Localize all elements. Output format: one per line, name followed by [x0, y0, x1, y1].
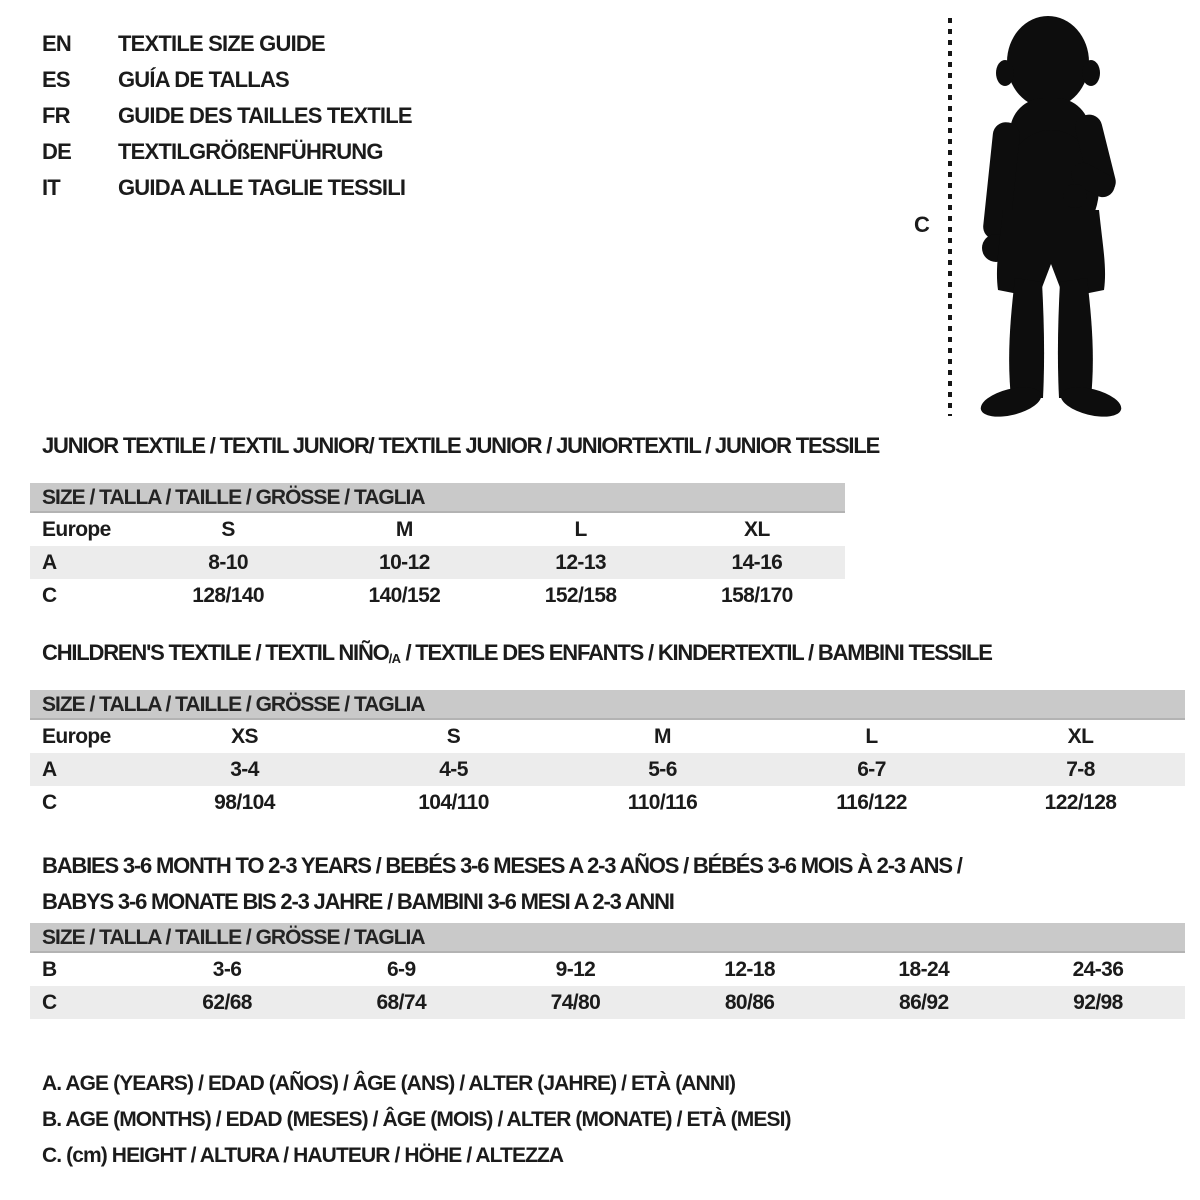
age-cell: 4-5: [439, 758, 468, 781]
size-cell: XL: [1067, 725, 1094, 748]
children-row-age: [30, 753, 1185, 786]
months-cell: 18-24: [898, 958, 950, 981]
guide-title-es: GUÍA DE TALLAS: [118, 67, 289, 92]
junior-row-height: [30, 579, 845, 612]
height-cell: 92/98: [1073, 991, 1123, 1014]
language-code: FR: [42, 103, 70, 128]
height-cell: 128/140: [192, 584, 264, 607]
children-row-height: [30, 786, 1185, 819]
size-cell: XL: [744, 518, 770, 541]
language-row-de: [42, 134, 412, 170]
junior-section-title: JUNIOR TEXTILE / TEXTIL JUNIOR/ TEXTILE JUNIOR / JUNIORTEXTIL / JUNIOR TESSILE: [42, 433, 880, 458]
size-cell: XS: [231, 725, 258, 748]
language-row-es: [42, 62, 412, 98]
children-row-europe: [30, 720, 1185, 753]
row-label: Europe: [42, 518, 111, 541]
children-section-title: [42, 641, 992, 671]
language-code: EN: [42, 31, 71, 56]
legend-age-years: A. AGE (YEARS) / EDAD (AÑOS) / ÂGE (ANS) / ALTER (JAHRE) / ETÀ (ANNI): [42, 1072, 736, 1095]
row-label: B: [42, 958, 57, 981]
age-cell: 6-7: [857, 758, 886, 781]
babies-row-height: [30, 986, 1185, 1019]
children-size-table: [30, 690, 1185, 819]
size-cell: S: [221, 518, 235, 541]
language-code: DE: [42, 139, 71, 164]
age-cell: 7-8: [1066, 758, 1095, 781]
age-cell: 14-16: [731, 551, 783, 574]
height-measure-label: C: [914, 212, 930, 237]
age-cell: 8-10: [208, 551, 248, 574]
row-label: Europe: [42, 725, 111, 748]
size-cell: M: [654, 725, 671, 748]
size-cell: M: [395, 518, 413, 541]
months-cell: 12-18: [724, 958, 775, 981]
height-cell: 110/116: [627, 791, 698, 814]
height-cell: 68/74: [376, 991, 427, 1014]
junior-row-europe: [30, 513, 845, 546]
height-cell: 98/104: [214, 791, 275, 814]
children-title-subscript: /A: [388, 651, 401, 666]
height-cell: 62/68: [202, 991, 252, 1014]
junior-row-age: [30, 546, 845, 579]
guide-title-en: TEXTILE SIZE GUIDE: [118, 31, 325, 56]
height-measure-line: [948, 18, 952, 416]
height-cell: 74/80: [550, 991, 601, 1014]
toddler-silhouette-icon: [958, 10, 1140, 420]
language-code: ES: [42, 67, 70, 92]
months-cell: 3-6: [212, 958, 242, 981]
language-title-list: [42, 26, 412, 206]
children-title-rest: / TEXTILE DES ENFANTS / KINDERTEXTIL / BAMBINI TESSILE: [400, 640, 992, 665]
age-cell: 12-13: [555, 551, 606, 574]
height-cell: 80/86: [724, 991, 775, 1014]
row-label: A: [42, 758, 57, 781]
legend-age-months: B. AGE (MONTHS) / EDAD (MESES) / ÂGE (MOIS) / ALTER (MONATE) / ETÀ (MESI): [42, 1108, 791, 1131]
children-title-main: CHILDREN'S TEXTILE / TEXTIL NIÑO: [42, 640, 389, 665]
age-cell: 3-4: [230, 758, 259, 781]
guide-title-it: GUIDA ALLE TAGLIE TESSILI: [118, 175, 406, 200]
babies-title-line2: BABYS 3-6 MONATE BIS 2-3 JAHRE / BAMBINI 3-6 MESI A 2-3 ANNI: [42, 889, 674, 914]
babies-row-months: [30, 953, 1185, 986]
babies-size-table: [30, 923, 1185, 1019]
language-row-fr: [42, 98, 412, 134]
height-cell: 158/170: [721, 584, 793, 607]
row-label: C: [42, 991, 57, 1014]
size-cell: S: [446, 725, 461, 748]
months-cell: 9-12: [555, 958, 596, 981]
legend-height-cm: C. (cm) HEIGHT / ALTURA / HAUTEUR / HÖHE / ALTEZZA: [42, 1144, 564, 1167]
height-cell: 140/152: [368, 584, 441, 607]
babies-section-title: [42, 848, 962, 920]
guide-title-fr: GUIDE DES TAILLES TEXTILE: [118, 103, 412, 128]
guide-title-de: TEXTILGRÖßENFÜHRUNG: [118, 139, 383, 164]
measure-legend: [42, 1066, 791, 1174]
months-cell: 24-36: [1072, 958, 1124, 981]
size-header-bar: SIZE / TALLA / TAILLE / GRÖSSE / TAGLIA: [30, 690, 1185, 720]
age-cell: 5-6: [648, 758, 677, 781]
babies-title-line1: BABIES 3-6 MONTH TO 2-3 YEARS / BEBÉS 3-6 MESES A 2-3 AÑOS / BÉBÉS 3-6 MOIS À 2-3 ANS /: [42, 853, 962, 878]
size-cell: L: [865, 725, 878, 748]
height-cell: 86/92: [898, 991, 949, 1014]
height-cell: 152/158: [544, 584, 617, 607]
language-row-en: [42, 26, 412, 62]
junior-size-table: [30, 483, 845, 612]
language-code: IT: [42, 175, 60, 200]
size-cell: L: [574, 518, 587, 541]
size-header-bar: SIZE / TALLA / TAILLE / GRÖSSE / TAGLIA: [30, 483, 845, 513]
language-row-it: [42, 170, 412, 206]
row-label: C: [42, 791, 57, 814]
age-cell: 10-12: [379, 551, 430, 574]
row-label: A: [42, 551, 57, 574]
height-cell: 116/122: [836, 791, 907, 814]
size-header-bar: SIZE / TALLA / TAILLE / GRÖSSE / TAGLIA: [30, 923, 1185, 953]
height-cell: 122/128: [1044, 791, 1117, 814]
row-label: C: [42, 584, 57, 607]
months-cell: 6-9: [386, 958, 416, 981]
height-cell: 104/110: [418, 791, 489, 814]
